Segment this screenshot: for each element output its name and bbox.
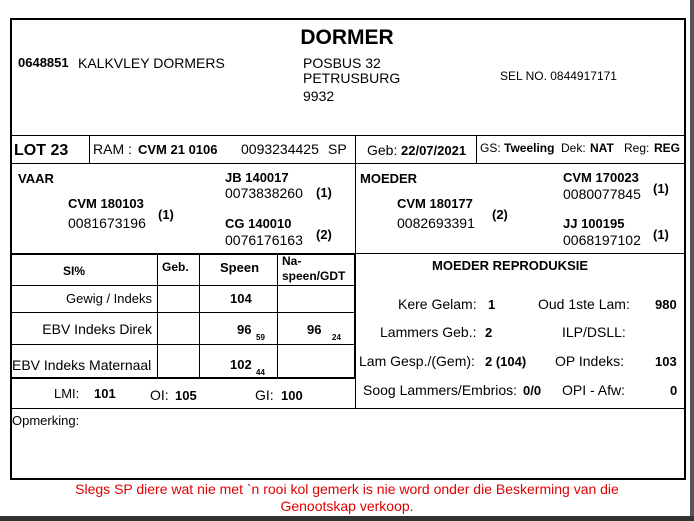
- dek-value: NAT: [590, 141, 614, 155]
- opmerking-top-line: [10, 408, 686, 409]
- page-bottom-edge: [0, 516, 694, 521]
- lot-number: LOT 23: [14, 142, 69, 159]
- document-title: DORMER: [300, 26, 394, 49]
- row-maternaal-speen-sub: 44: [256, 368, 265, 377]
- breeder-number: 0648851: [18, 55, 69, 70]
- row-direk-speen-sub: 59: [256, 333, 265, 342]
- row-gewig-label: Gewig / Indeks: [66, 291, 152, 306]
- op-indeks-label: OP Indeks:: [555, 353, 625, 369]
- si-table-bottom-line: [10, 377, 356, 379]
- naspeen-header-line2: speen/GDT: [282, 269, 346, 283]
- address-line1: POSBUS 32: [303, 55, 381, 71]
- kere-gelam-value: 1: [488, 297, 496, 312]
- gi-label: GI:: [255, 387, 274, 403]
- naspeen-header-line1: Na-: [282, 254, 302, 268]
- vaar-sire-mark: (1): [316, 185, 332, 200]
- moeder-mark: (2): [492, 207, 508, 222]
- kere-gelam-label: Kere Gelam:: [398, 296, 477, 312]
- vaar-sire-number: 0073838260: [225, 185, 303, 201]
- lam-gesp-label: Lam Gesp./(Gem):: [359, 353, 475, 369]
- row-direk-label: EBV Indeks Direk: [42, 321, 152, 337]
- gs-value: Tweeling: [504, 141, 555, 155]
- vaar-id: CVM 180103: [68, 196, 144, 211]
- opi-label: OPI - Afw:: [562, 382, 626, 398]
- si-naspeen-divider: [277, 253, 278, 377]
- footer-notice-line1: Slegs SP diere wat nie met `n rooi kol gemerk is nie word onder die Beskerming van die: [75, 481, 619, 497]
- geb-date: 22/07/2021: [401, 143, 467, 158]
- reg-value: REG: [654, 141, 681, 155]
- frame-right-border: [684, 18, 686, 480]
- frame-left-border: [10, 18, 12, 480]
- lmi-value: 101: [94, 386, 116, 401]
- vaar-dam-number: 0076176163: [225, 232, 303, 248]
- op-indeks-value: 103: [655, 354, 677, 369]
- row-direk-naspeen: 96: [307, 322, 322, 337]
- moeder-id: CVM 180177: [397, 196, 473, 211]
- vaar-sire-id: JB 140017: [225, 170, 289, 185]
- lot-divider: [89, 135, 90, 163]
- gi-value: 100: [281, 388, 303, 403]
- row-maternaal-label: EBV Indeks Maternaal: [12, 357, 152, 373]
- ram-label: RAM :: [93, 141, 132, 157]
- si-header-bottom-line: [10, 285, 356, 286]
- si-row1-bottom-line: [10, 312, 356, 313]
- si-header: SI%: [63, 264, 86, 278]
- reg-label: Reg:: [624, 141, 650, 155]
- footer-notice-line2: Genootskap verkoop.: [280, 498, 414, 514]
- row-maternaal-speen: 102: [230, 357, 252, 372]
- vaar-label: VAAR: [18, 171, 54, 186]
- sel-number: SEL NO. 0844917171: [500, 69, 617, 83]
- oi-label: OI:: [150, 387, 169, 403]
- si-table-top-line: [10, 253, 356, 255]
- si-row2-bottom-line: [10, 344, 356, 345]
- dek-label: Dek:: [561, 141, 586, 155]
- ram-id: CVM 21 0106: [138, 142, 218, 157]
- moeder-label: MOEDER: [360, 171, 418, 186]
- lot-row-bottom-line: [10, 163, 686, 164]
- lammers-geb-value: 2: [485, 325, 493, 340]
- vaar-number: 0081673196: [68, 215, 146, 231]
- opmerking-label: Opmerking:: [12, 413, 80, 428]
- geb-header: Geb.: [162, 260, 189, 274]
- moeder-table-top-line: [356, 253, 686, 254]
- lam-gesp-value: 2 (104): [485, 354, 527, 369]
- frame-top-border: [10, 18, 686, 20]
- frame-bottom-border: [10, 478, 686, 480]
- row-direk-speen: 96: [237, 322, 252, 337]
- moeder-dam-mark: (1): [653, 227, 669, 242]
- soog-label: Soog Lammers/Embrios:: [363, 382, 518, 398]
- speen-header: Speen: [220, 260, 260, 275]
- ram-status: SP: [328, 141, 347, 157]
- si-table-right-border: [354, 253, 356, 379]
- vaar-dam-mark: (2): [316, 227, 332, 242]
- moeder-sire-mark: (1): [653, 181, 669, 196]
- oi-value: 105: [175, 388, 197, 403]
- address-line3: 9932: [303, 88, 335, 104]
- lot-row-top-line: [10, 135, 686, 136]
- geb-divider: [476, 135, 477, 163]
- row-gewig-speen: 104: [230, 291, 252, 306]
- oud-lam-label: Oud 1ste Lam:: [538, 296, 630, 312]
- ram-number: 0093234425: [241, 141, 319, 157]
- si-speen-divider: [199, 253, 200, 377]
- soog-value: 0/0: [523, 383, 542, 398]
- vaar-dam-id: CG 140010: [225, 216, 292, 231]
- moeder-sire-id: CVM 170023: [563, 170, 639, 185]
- moeder-reproduksie-title: MOEDER REPRODUKSIE: [432, 258, 589, 273]
- lmi-label: LMI:: [54, 386, 80, 401]
- page-right-edge: [690, 0, 694, 521]
- moeder-number: 0082693391: [397, 215, 475, 231]
- gs-label: GS:: [480, 141, 501, 155]
- geb-label: Geb:: [367, 142, 398, 158]
- oud-lam-value: 980: [655, 297, 677, 312]
- opi-value: 0: [670, 383, 678, 398]
- si-geb-divider: [157, 253, 158, 377]
- ram-divider: [355, 135, 356, 163]
- row-direk-naspeen-sub: 24: [332, 333, 341, 342]
- lammers-geb-label: Lammers Geb.:: [380, 324, 477, 340]
- ilp-label: ILP/DSLL:: [562, 324, 626, 340]
- moeder-dam-number: 0068197102: [563, 232, 641, 248]
- breeder-name: KALKVLEY DORMERS: [78, 55, 225, 71]
- address-line2: PETRUSBURG: [303, 70, 401, 86]
- vaar-mark: (1): [158, 207, 174, 222]
- moeder-sire-number: 0080077845: [563, 186, 641, 202]
- moeder-dam-id: JJ 100195: [563, 216, 625, 231]
